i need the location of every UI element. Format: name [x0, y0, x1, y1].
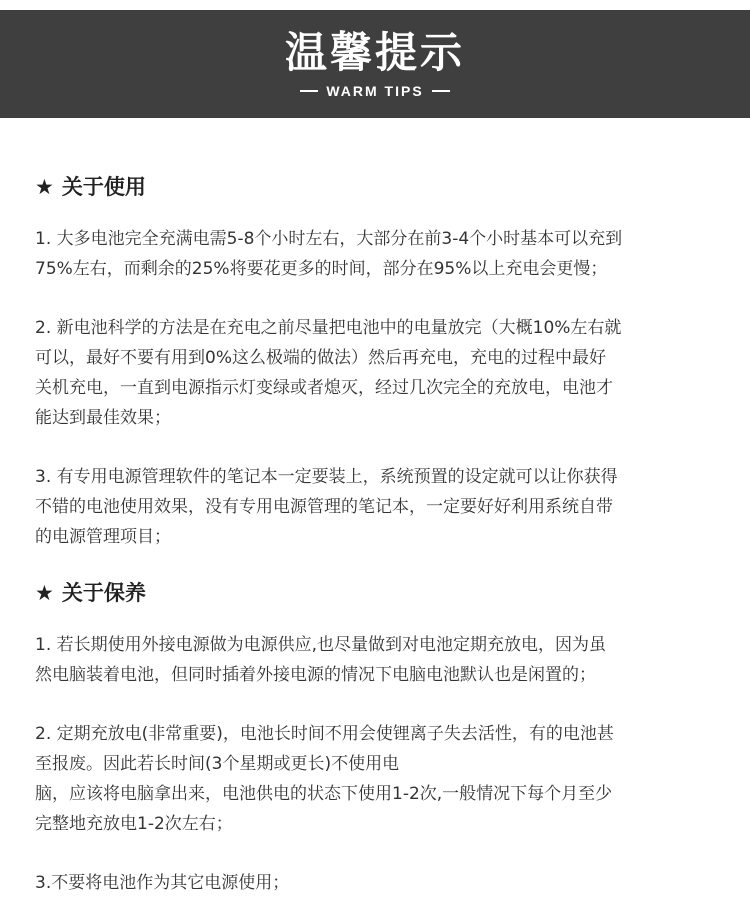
paragraph-line: 2. 新电池科学的方法是在充电之前尽量把电池中的电量放完（大概10%左右就: [35, 318, 622, 338]
paragraph-line: 脑，应该将电脑拿出来，电池供电的状态下使用1-2次,一般情况下每个月至少: [35, 784, 613, 804]
section-title-usage: [35, 170, 725, 204]
header-banner: [0, 10, 750, 118]
paragraph-line: 至报废。因此若长时间(3个星期或更长)不使用电: [35, 754, 400, 774]
star-icon: ★: [35, 581, 54, 605]
usage-paragraph-2: [35, 313, 725, 433]
paragraph-line: 不错的电池使用效果，没有专用电源管理的笔记本，一定要好好利用系统自带: [35, 497, 613, 517]
section-maintenance: [35, 576, 725, 898]
section-title-maintenance: [35, 576, 725, 610]
star-icon: ★: [35, 175, 54, 199]
banner-subtitle: [0, 82, 750, 100]
section-title-text: 关于保养: [61, 581, 146, 605]
section-usage: [35, 170, 725, 552]
paragraph-line: 1. 若长期使用外接电源做为电源供应,也尽量做到对电池定期充放电，因为虽: [35, 635, 607, 655]
paragraph-line: 可以，最好不要有用到0%这么极端的做法）然后再充电，充电的过程中最好: [35, 348, 606, 368]
usage-paragraph-3: [35, 462, 725, 552]
maintenance-paragraph-3: [35, 868, 725, 898]
left-dash-decoration: [300, 90, 318, 92]
paragraph-line: 1. 大多电池完全充满电需5-8个小时左右，大部分在前3-4个小时基本可以充到: [35, 229, 623, 249]
section-title-text: 关于使用: [61, 175, 146, 199]
paragraph-line: 3.不要将电池作为其它电源使用；: [35, 873, 290, 893]
paragraph-line: 3. 有专用电源管理软件的笔记本一定要装上，系统预置的设定就可以让你获得: [35, 467, 618, 487]
paragraph-line: 的电源管理项目；: [35, 527, 171, 547]
paragraph-line: 然电脑装着电池，但同时插着外接电源的情况下电脑电池默认也是闲置的；: [35, 665, 596, 685]
paragraph-line: 关机充电，一直到电源指示灯变绿或者熄灭，经过几次完全的充放电，电池才: [35, 378, 613, 398]
paragraph-line: 能达到最佳效果；: [35, 408, 171, 428]
right-dash-decoration: [432, 90, 450, 92]
paragraph-line: 75%左右，而剩余的25%将要花更多的时间，部分在95%以上充电会更慢；: [35, 259, 608, 279]
tips-content: [35, 170, 725, 898]
maintenance-paragraph-2: [35, 719, 725, 839]
maintenance-paragraph-1: [35, 630, 725, 690]
usage-paragraph-1: [35, 224, 725, 284]
banner-title: 温馨提示: [284, 28, 465, 77]
banner-subtitle-text: WARM TIPS: [326, 83, 424, 99]
paragraph-line: 完整地充放电1-2次左右；: [35, 814, 233, 834]
paragraph-line: 2. 定期充放电(非常重要)，电池长时间不用会使锂离子失去活性，有的电池甚: [35, 724, 614, 744]
